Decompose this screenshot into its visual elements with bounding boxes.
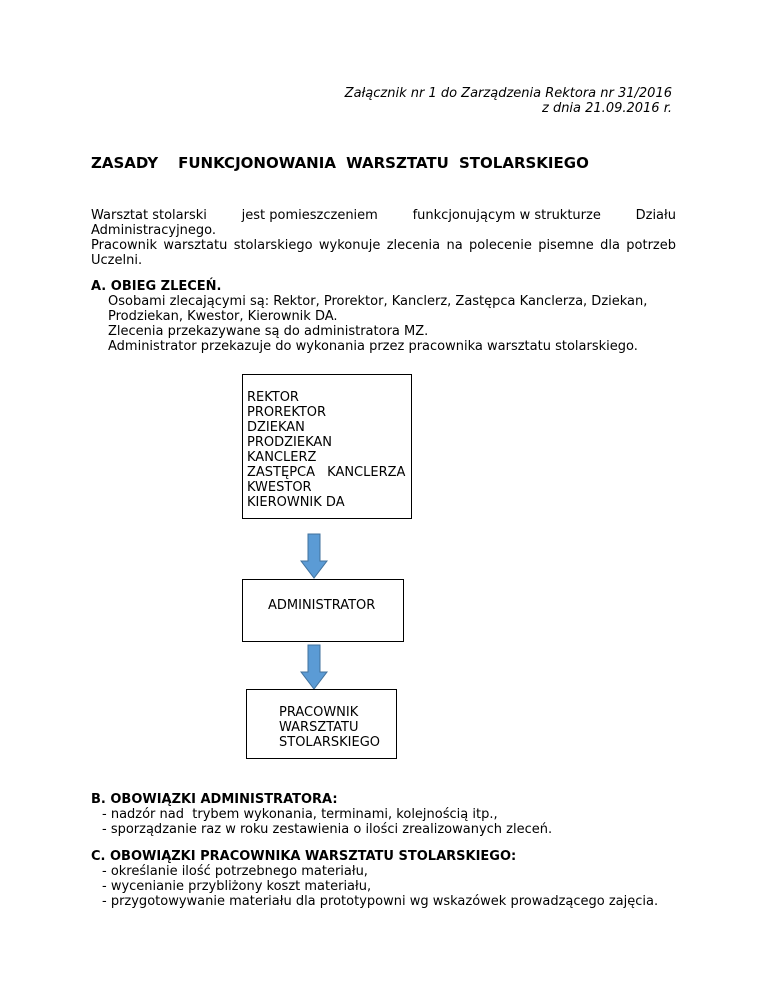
attachment-header-line2: z dnia 21.09.2016 r. xyxy=(541,101,672,116)
intro-text: funkcjonującym w strukturze xyxy=(412,208,601,223)
intro-text: Działu xyxy=(635,208,676,223)
section-a-line: Prodziekan, Kwestor, Kierownik DA. xyxy=(108,309,338,324)
flowchart-box-administrator xyxy=(242,579,404,642)
flowchart-box-workshop-worker xyxy=(246,689,397,759)
flowchart-box-line: PRODZIEKAN xyxy=(247,435,332,450)
intro-paragraph2-line2: Uczelni. xyxy=(91,253,143,268)
flowchart-arrow-down-icon xyxy=(300,533,328,579)
intro-text: jest pomieszczeniem xyxy=(241,208,378,223)
flowchart-box-ordering-persons xyxy=(242,374,412,519)
flowchart-box-line: KIEROWNIK DA xyxy=(247,495,345,510)
page-title xyxy=(91,154,589,172)
intro-paragraph-line1 xyxy=(91,208,676,223)
section-a-heading: A. OBIEG ZLECEŃ. xyxy=(91,279,222,294)
intro-paragraph-line2: Administracyjnego. xyxy=(91,223,217,238)
intro-paragraph2-line1: Pracownik warsztatu stolarskiego wykonuje zlecenia na polecenie pisemne dla potrzeb xyxy=(91,238,676,253)
section-c-item: - przygotowywanie materiału dla prototypowni wg wskazówek prowadzącego zajęcia. xyxy=(102,894,659,909)
section-b-item: - sporządzanie raz w roku zestawienia o ilości zrealizowanych zleceń. xyxy=(102,822,553,837)
section-a-line: Zlecenia przekazywane są do administratora MZ. xyxy=(108,324,429,339)
flowchart-box-line: KANCLERZ xyxy=(247,450,317,465)
flowchart-box-line: DZIEKAN xyxy=(247,420,305,435)
flowchart-box-line: STOLARSKIEGO xyxy=(279,735,381,750)
flowchart-box-label: ADMINISTRATOR xyxy=(268,598,376,613)
flowchart-box-line: WARSZTATU xyxy=(279,720,359,735)
section-c-heading: C. OBOWIĄZKI PRACOWNIKA WARSZTATU STOLARSKIEGO: xyxy=(91,849,517,864)
flowchart-box-line: PROREKTOR xyxy=(247,405,327,420)
section-a-line: Administrator przekazuje do wykonania przez pracownika warsztatu stolarskiego. xyxy=(108,339,638,354)
flowchart-box-line: PRACOWNIK xyxy=(279,705,359,720)
title-word-zasady: ZASADY xyxy=(91,154,159,172)
flowchart-box-line: REKTOR xyxy=(247,390,299,405)
section-b-item: - nadzór nad trybem wykonania, terminami, kolejnością itp., xyxy=(102,807,498,822)
flowchart-box-line: ZASTĘPCA KANCLERZA xyxy=(247,465,406,480)
attachment-header-line1: Załącznik nr 1 do Zarządzenia Rektora nr 31/2016 xyxy=(344,86,672,101)
section-b-heading: B. OBOWIĄZKI ADMINISTRATORA: xyxy=(91,792,338,807)
title-rest: FUNKCJONOWANIA WARSZTATU STOLARSKIEGO xyxy=(178,154,589,172)
section-c-item: - określanie ilość potrzebnego materiału, xyxy=(102,864,368,879)
flowchart-box-line: KWESTOR xyxy=(247,480,312,495)
section-c-item: - wycenianie przybliżony koszt materiału, xyxy=(102,879,372,894)
section-a-line: Osobami zlecającymi są: Rektor, Prorektor, Kanclerz, Zastępca Kanclerza, Dziekan, xyxy=(108,294,648,309)
intro-text: Warsztat stolarski xyxy=(91,208,207,223)
flowchart-arrow-down-icon xyxy=(300,644,328,690)
